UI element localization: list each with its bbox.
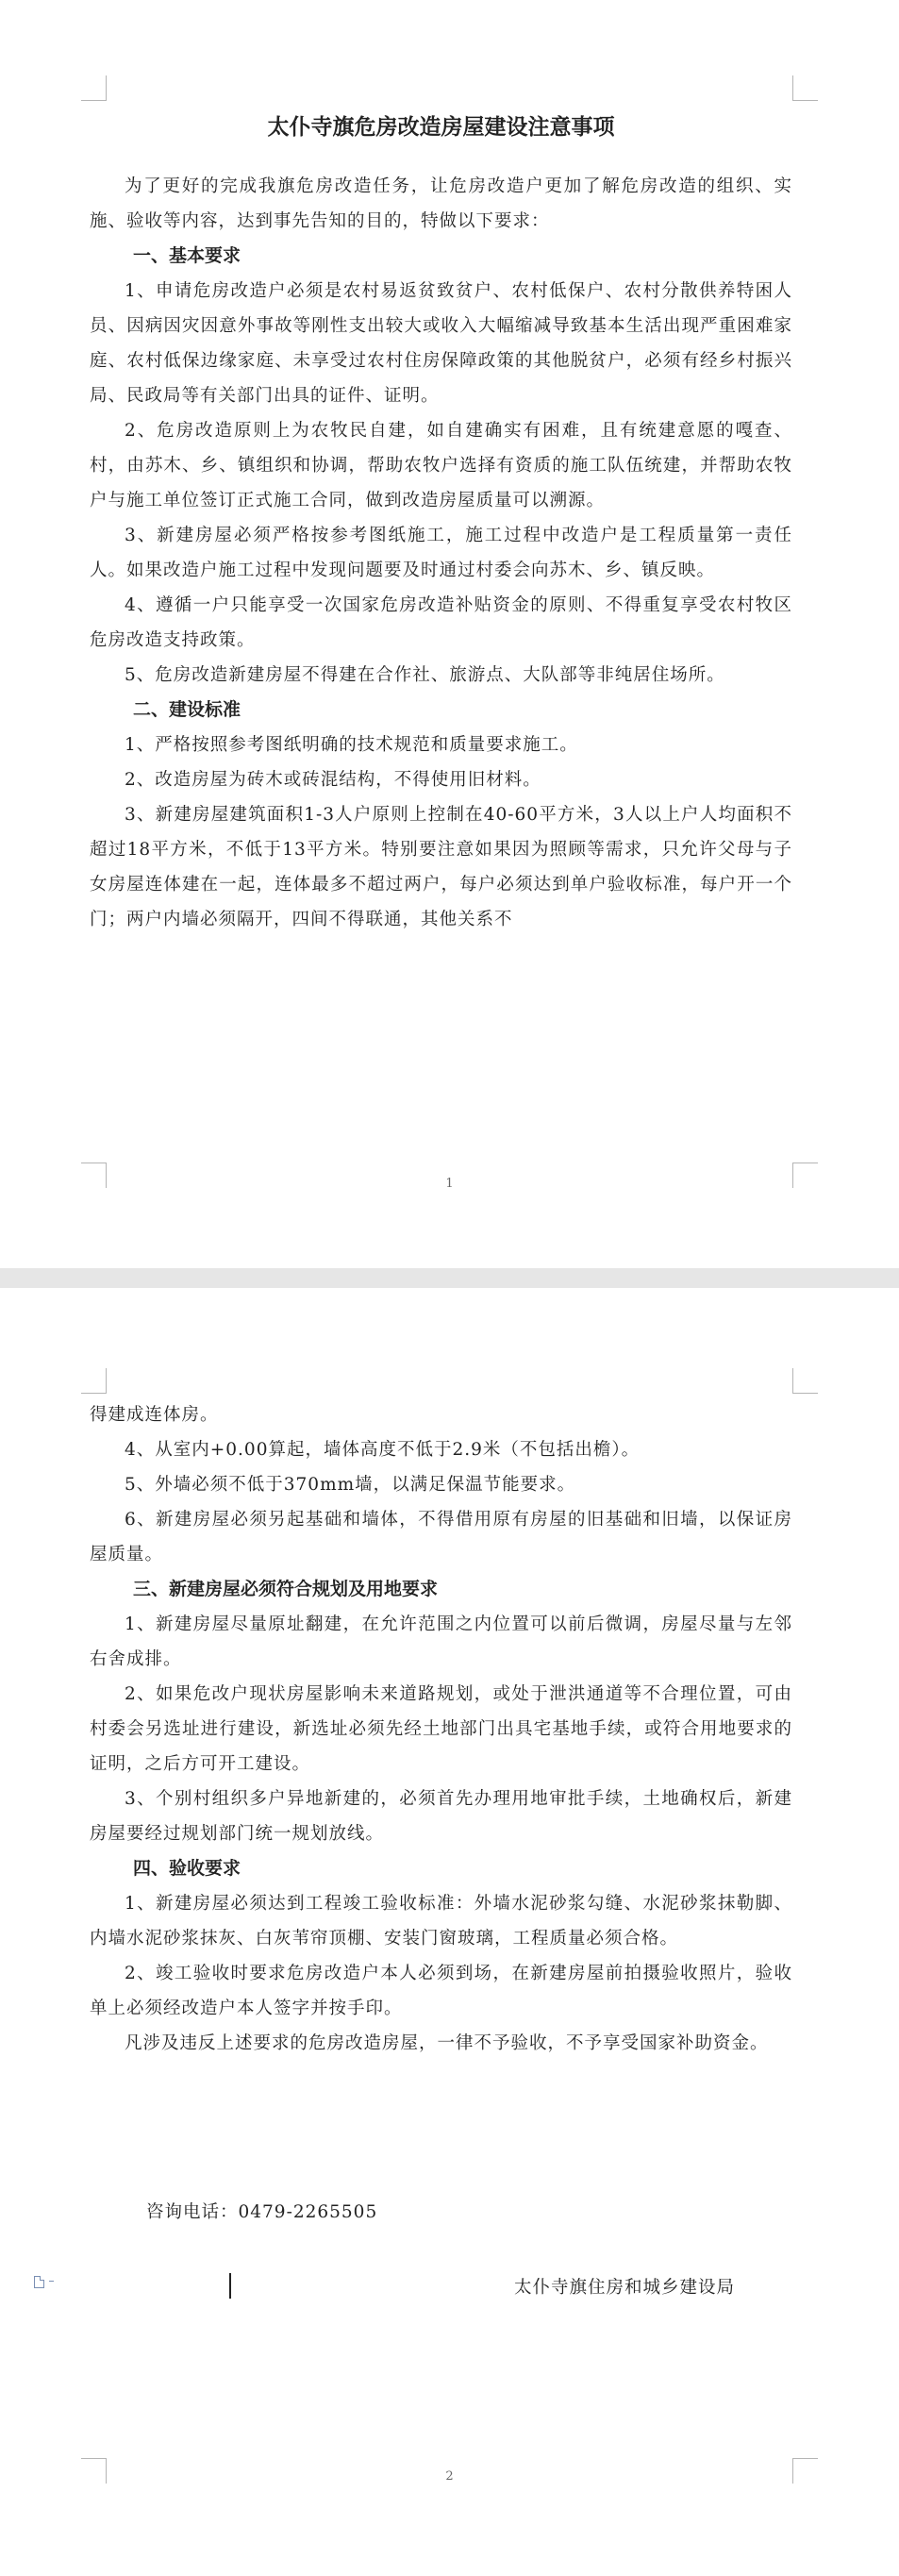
issuing-authority: 太仆寺旗住房和城乡建设局: [514, 2278, 736, 2298]
document-page-1: [0, 0, 899, 1268]
section-heading: 一、基本要求: [133, 245, 241, 266]
section-heading: 四、验收要求: [133, 1858, 241, 1879]
list-item: 2、如果危改户现状房屋影响未来道路规划，或处于泄洪通道等不合理位置，可由村委会另选址进行建设，新选址必须先经土地部门出具宅基地手续，或符合用地要求的证明，之后方可开工建设。: [90, 1684, 792, 1774]
list-item: 4、从室内+0.00算起，墙体高度不低于2.9米（不包括出檐）。: [125, 1440, 641, 1460]
page-corner-mark: [81, 75, 107, 101]
list-item: 4、遵循一户只能享受一次国家危房改造补贴资金的原则、不得重复享受农村牧区危房改造支持政策。: [90, 595, 792, 650]
list-item: 3、新建房屋必须严格按参考图纸施工，施工过程中改造户是工程质量第一责任人。如果改造户施工过程中发现问题要及时通过村委会向苏木、乡、镇反映。: [90, 526, 792, 580]
page-number: 2: [445, 2469, 454, 2484]
contact-phone: 咨询电话：0479-2265505: [146, 2202, 378, 2222]
list-item: 6、新建房屋必须另起基础和墙体，不得借用原有房屋的旧基础和旧墙，以保证房屋质量。: [90, 1510, 792, 1564]
closing-paragraph: 凡涉及违反上述要求的危房改造房屋，一律不予验收，不予享受国家补助资金。: [125, 2033, 769, 2053]
section-heading: 三、新建房屋必须符合规划及用地要求: [133, 1579, 439, 1599]
list-item: 2、改造房屋为砖木或砖混结构，不得使用旧材料。: [125, 770, 541, 790]
page-corner-mark: [792, 75, 818, 101]
document-title: 太仆寺旗危房改造房屋建设注意事项: [267, 115, 615, 140]
list-item: 1、新建房屋必须达到工程竣工验收标准：外墙水泥砂浆勾缝、水泥砂浆抹勒脚、内墙水泥砂浆抹灰、白灰苇帘顶棚、安装门窗玻璃，工程质量必须合格。: [90, 1894, 792, 1949]
list-item: 1、新建房屋尽量原址翻建，在允许范围之内位置可以前后微调，房屋尽量与左邻右舍成排。: [90, 1614, 792, 1669]
list-item-continuation: 得建成连体房。: [90, 1405, 219, 1425]
text-cursor[interactable]: [229, 2273, 231, 2299]
list-item: 1、申请危房改造户必须是农村易返贫致贫户、农村低保户、农村分散供养特困人员、因病因灾因意外事故等刚性支出较大或收入大幅缩减导致基本生活出现严重困难家庭、农村低保边缘家庭、未享受过农村住房保障政策的其他脱贫户，必须有经乡村振兴局、民政局等有关部门出具的证件、证明。: [90, 281, 792, 406]
document-page-2: [0, 1288, 899, 2576]
list-item: 2、竣工验收时要求危房改造户本人必须到场，在新建房屋前拍摄验收照片，验收单上必须经改造户本人签字并按手印。: [90, 1964, 792, 2018]
list-item: 5、外墙必须不低于370mm墙，以满足保温节能要求。: [125, 1475, 576, 1495]
list-item: 1、严格按照参考图纸明确的技术规范和质量要求施工。: [125, 735, 578, 755]
list-item: 5、危房改造新建房屋不得建在合作社、旅游点、大队部等非纯居住场所。: [125, 665, 725, 685]
page-corner-mark: [81, 1368, 107, 1394]
page-2-body: [90, 1397, 792, 2061]
page-number: 1: [445, 1177, 454, 1191]
page-1-body: [90, 109, 792, 937]
paragraph-marker-icon: [49, 2281, 54, 2282]
intro-paragraph: 为了更好的完成我旗危房改造任务，让危房改造户更加了解危房改造的组织、实施、验收等内容，达到事先告知的目的，特做以下要求：: [90, 176, 792, 231]
section-heading: 二、建设标准: [133, 699, 241, 720]
page-corner-mark: [792, 1368, 818, 1394]
list-item: 3、个别村组织多户异地新建的，必须首先办理用地审批手续，土地确权后，新建房屋要经过规划部门统一规划放线。: [90, 1789, 792, 1844]
list-item: 2、危房改造原则上为农牧民自建，如自建确实有困难，且有统建意愿的嘎查、村，由苏木、乡、镇组织和协调，帮助农牧户选择有资质的施工队伍统建，并帮助农牧户与施工单位签订正式施工合同，做到改造房屋质量可以溯源。: [90, 421, 792, 510]
list-item: 3、新建房屋建筑面积1-3人户原则上控制在40-60平方米，3人以上户人均面积不超过18平方米，不低于13平方米。特别要注意如果因为照顾等需求，只允许父母与子女房屋连体建在一起，连体最多不超过两户，每户必须达到单户验收标准，每户开一个门；两户内墙必须隔开，四间不得联通，其他关系不: [90, 805, 792, 929]
document-icon: [34, 2276, 44, 2288]
